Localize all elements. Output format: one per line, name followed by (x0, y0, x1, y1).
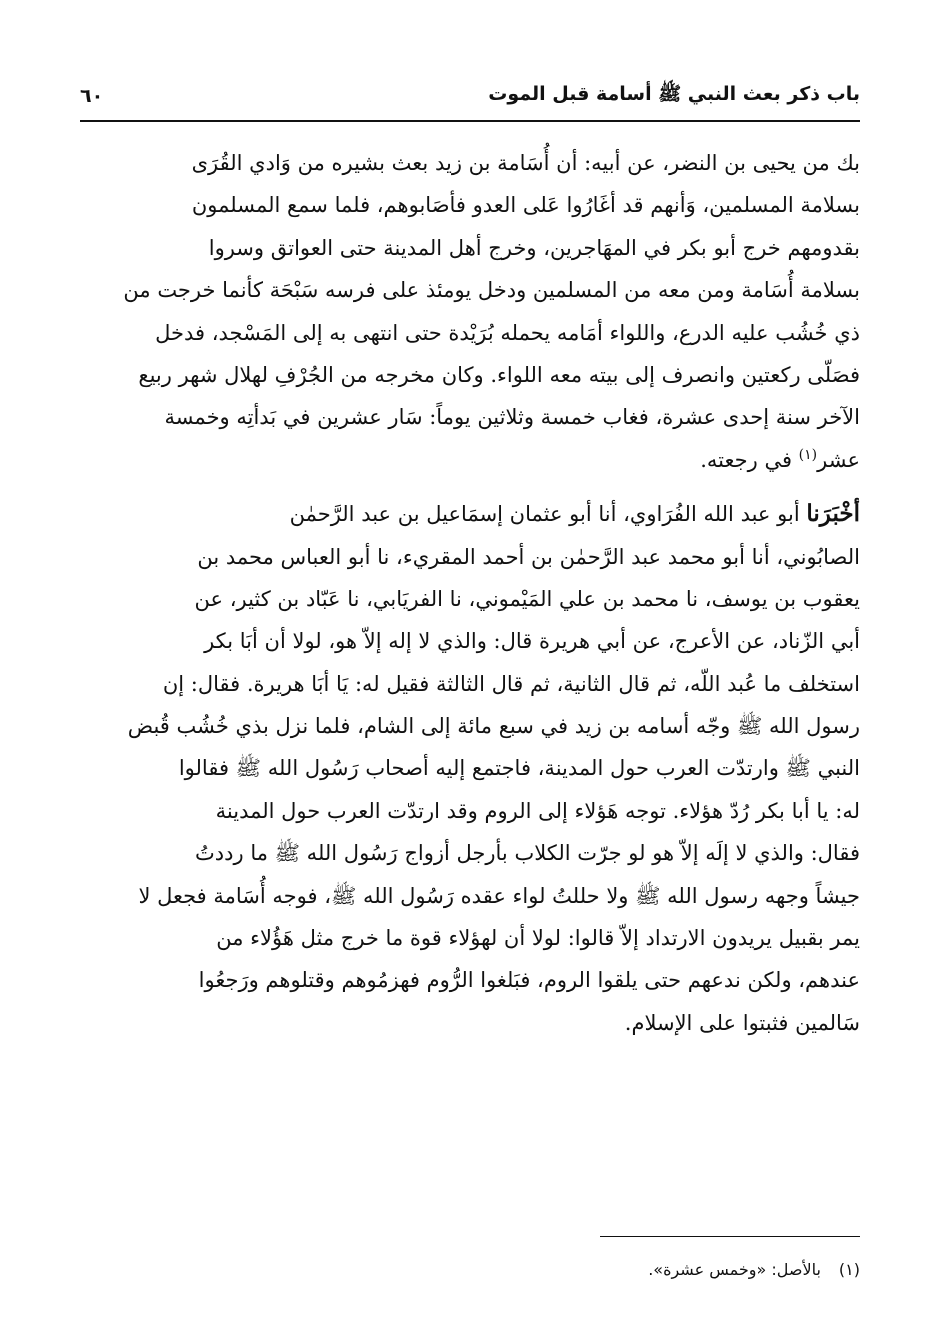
paragraph-2 (80, 493, 860, 1044)
text-line-first (80, 493, 860, 535)
text-line: أبي الزّناد، عن الأعرج، عن أبي هريرة قال: والذي لا إله إلاّ هو، لولا أن أبَا بكر (204, 629, 860, 654)
text-line: عندهم، ولكن ندعهم حتى يلقوا الروم، فبَلغوا الرُّوم فهزمُوهم وقتلوهم ورَجعُوا (198, 968, 860, 993)
text-line: النبي ﷺ وارتدّت العرب حول المدينة، فاجتمع إليه أصحاب رَسُول الله ﷺ فقالوا (178, 756, 860, 781)
text-line: فصَلّى ركعتين وانصرف إلى بيته معه اللواء. وكان مخرجه من الجُرْفِ لهلال شهر ربيع (138, 362, 860, 387)
footnote (80, 1256, 860, 1284)
text-fragment: في رجعته. (700, 447, 799, 472)
text-fragment: عشر (817, 447, 860, 472)
text-line: ذي خُشُب عليه الدرع، واللواء أمَامه يحمله بُرَيْدة حتى انتهى به إلى المَسْجد، فدخل (155, 320, 860, 345)
main-text (80, 142, 860, 1056)
lead-word: أخْبَرَنا (806, 500, 860, 528)
text-fragment: أبو عبد الله الفُرَاوي، أنا أبو عثمان إسمَاعيل بن عبد الرَّحمٰن (289, 502, 807, 527)
running-title: باب ذكر بعث النبي ﷺ أسامة قبل الموت (488, 83, 860, 105)
text-line: يمر بقبيل يريدون الارتداد إلاّ قالوا: لولا أن لهؤلاء قوة ما خرج مثل هَؤُلاء من (216, 926, 860, 951)
text-line: يعقوب بن يوسف، نا محمد بن علي المَيْموني، نا الفريَابي، نا عَبّاد بن كثير، عن (194, 586, 860, 611)
text-line: فقال: والذي لا إلَه إلاّ هو لو جرّت الكلاب بأرجل أزواج رَسُول الله ﷺ ما رددتُ (195, 841, 860, 866)
footnote-divider (600, 1236, 860, 1237)
text-line-last (80, 439, 860, 481)
text-line: بقدومهم خرج أبو بكر في المهَاجرين، وخرج أهل المدينة حتى العواتق وسروا (208, 235, 860, 260)
text-line: رسول الله ﷺ وجّه أسامه بن زيد في سبع مائة إلى الشام، فلما نزل بذي خُشُب قُبض (127, 714, 860, 739)
text-line: بك من يحيى بن النضر، عن أبيه: أن أُسَامة بن زيد بعث بشيره من وَادي القُرَى (191, 151, 860, 175)
text-line: الصابُوني، أنا أبو محمد عبد الرَّحمٰن بن أحمد المقريء، نا أبو العباس محمد بن (197, 544, 860, 569)
footnote-reference[interactable]: (١) (798, 446, 818, 463)
footnote-text: بالأصل: «وخمس عشرة». (648, 1260, 821, 1279)
text-line: جيشاً وجهه رسول الله ﷺ ولا حللتُ لواء عقده رَسُول الله ﷺ، فوجه أُسَامة فجعل لا (138, 883, 860, 908)
text-line: الآخر سنة إحدى عشرة، فغاب خمسة وثلاثين يوماً: سَار عشرين في بَدأتِه وخمسة (164, 405, 860, 430)
text-line: استخلف ما عُبد اللّه، ثم قال الثانية، ثم قال الثالثة فقيل له: يَا أبَا هريرة. فقال: إن (162, 671, 860, 696)
running-header (80, 76, 860, 116)
footnote-number: (١) (838, 1260, 860, 1279)
paragraph-1 (80, 142, 860, 481)
text-line: سَالمين فثبتوا على الإسلام. (624, 1010, 860, 1035)
header-divider (80, 120, 860, 122)
text-line: له: يا أبا بكر رُدّ هؤلاء. توجه هَؤلاء إلى الروم وقد ارتدّت العرب حول المدينة (215, 798, 860, 823)
page-number: ٦٠ (80, 85, 104, 107)
text-line: بسلامة أُسَامة ومن معه من المسلمين ودخل يومئذ على فرسه سَبْحَة كأنما خرجت من (123, 278, 860, 303)
text-line: بسلامة المسلمين، وَأنهم قد أغَارُوا عَلى العدو فأصَابوهم، فلما سمع المسلمون (191, 193, 860, 218)
